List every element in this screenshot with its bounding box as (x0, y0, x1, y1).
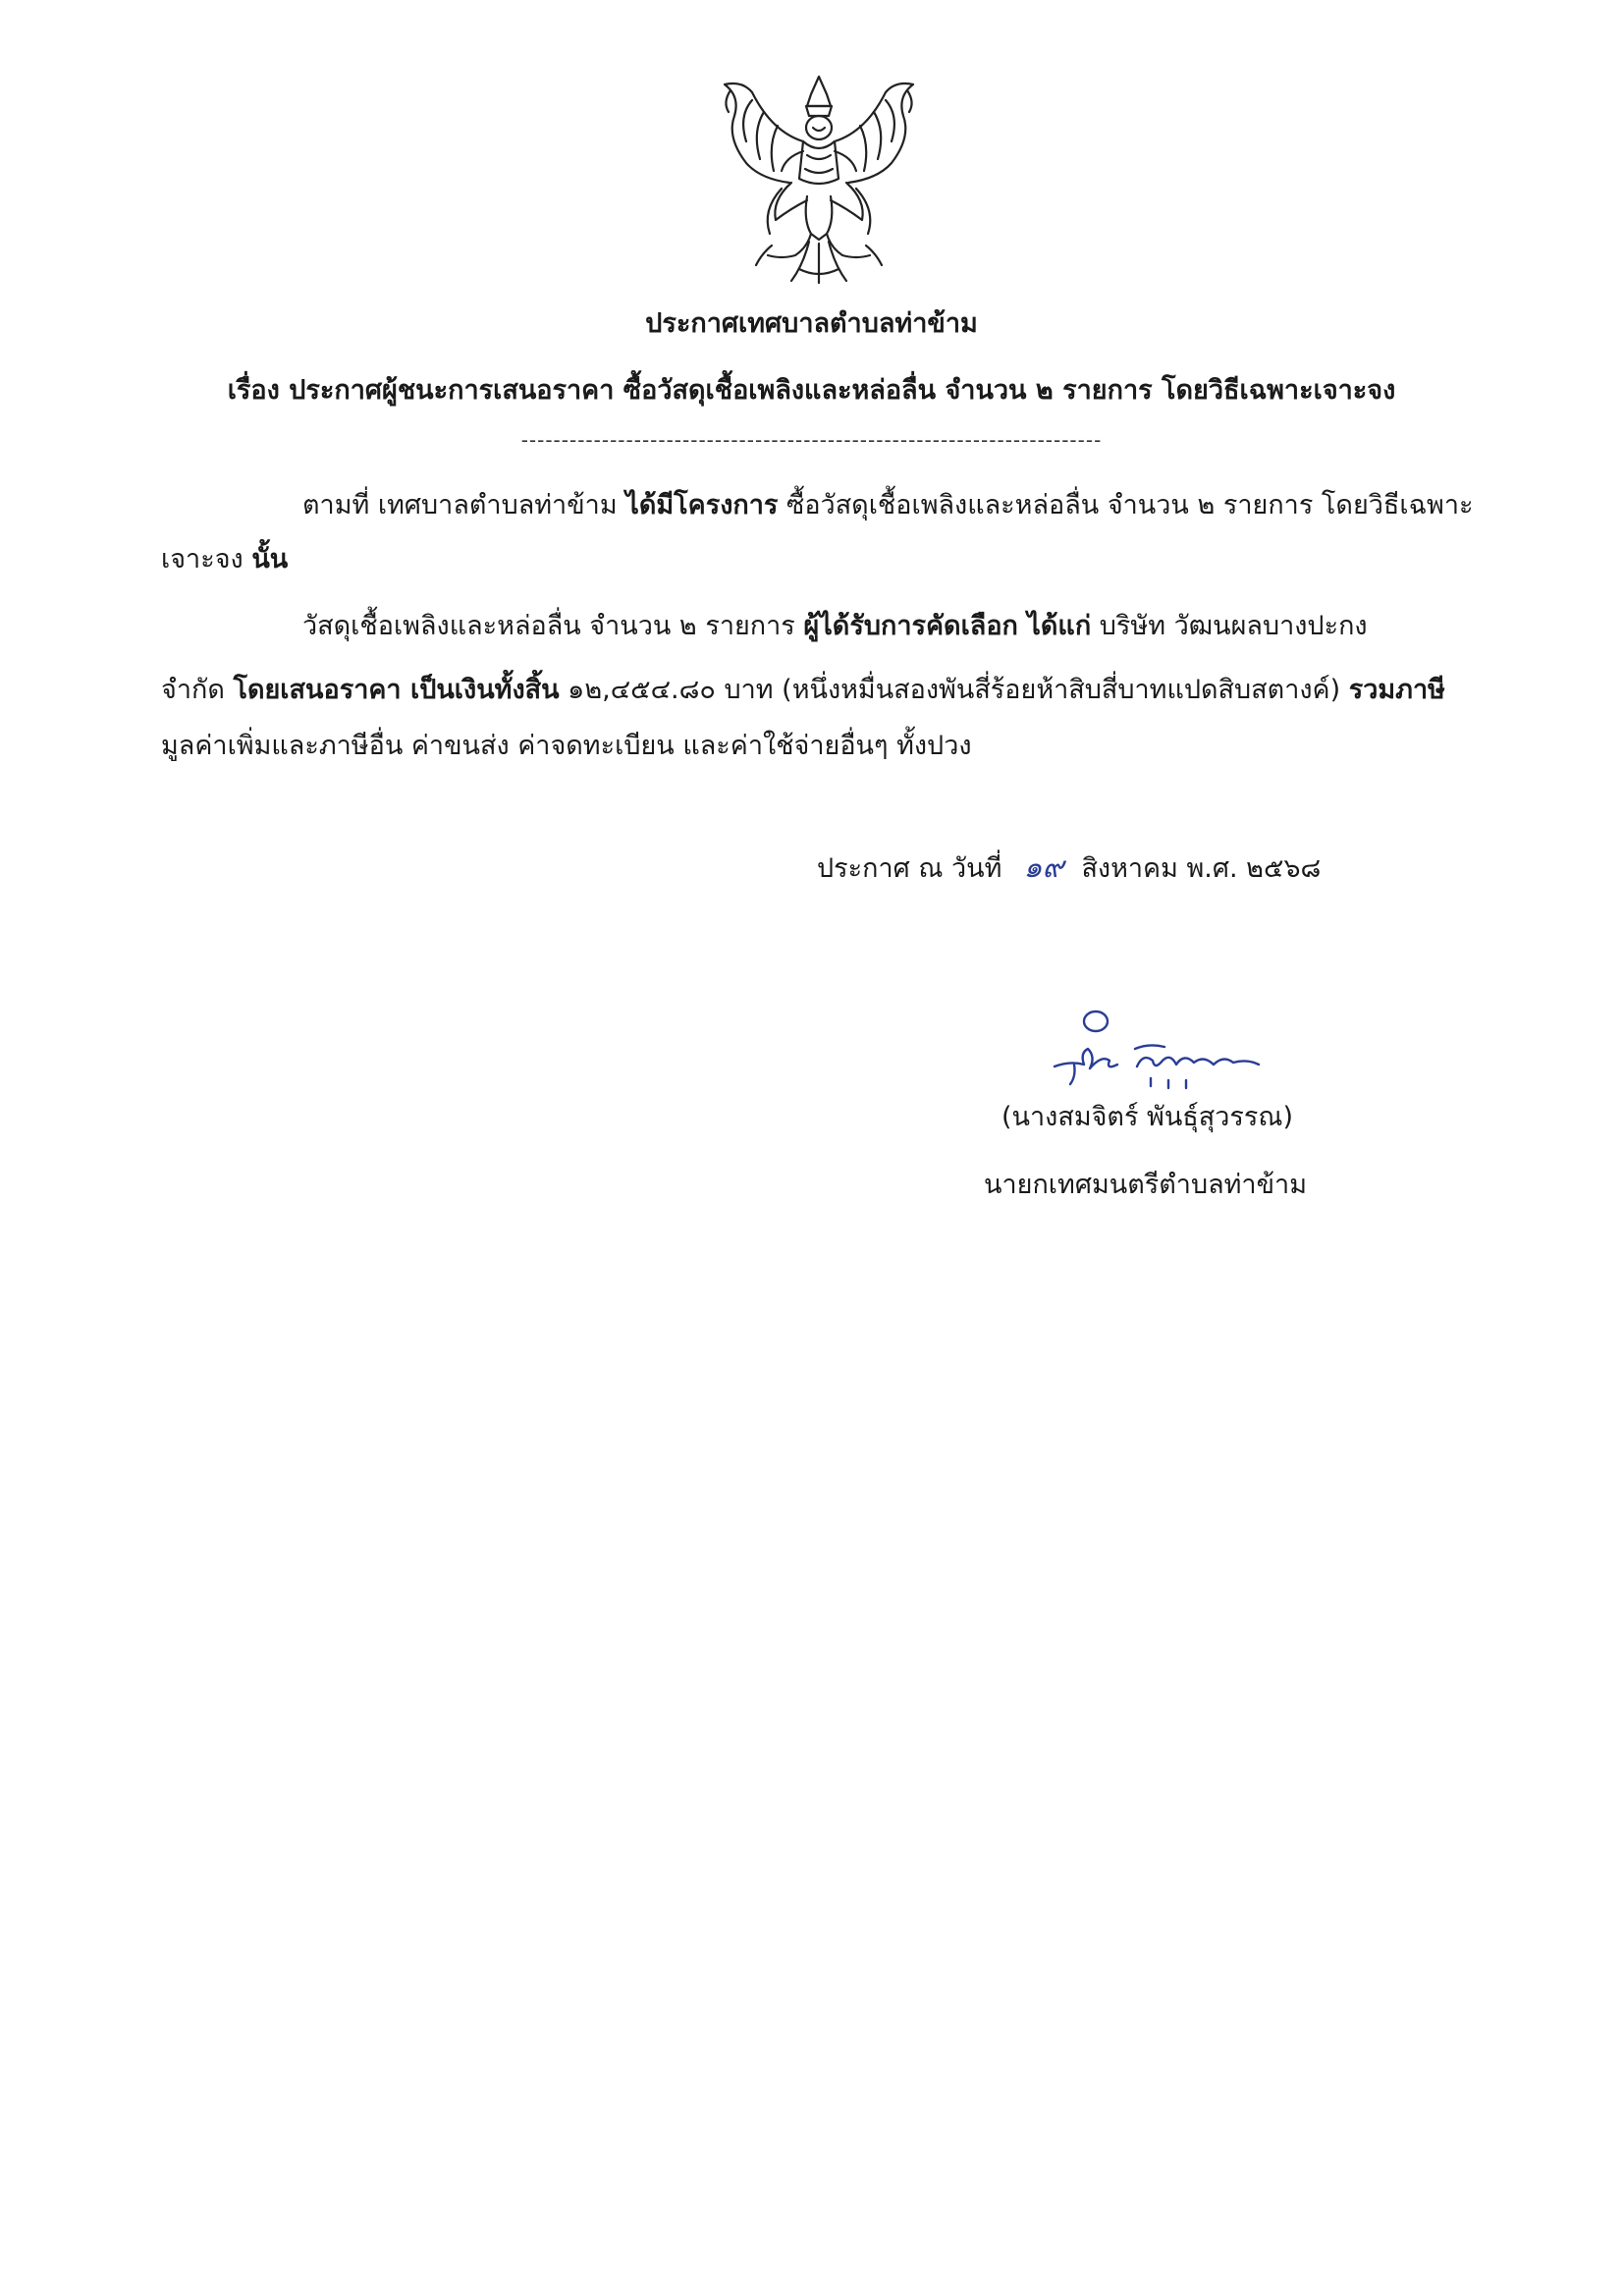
paragraph-1-line-1 (302, 486, 1474, 525)
handwritten-day: ๑๙ (1023, 850, 1064, 885)
p2-l2-d: รวมภาษี (1348, 675, 1445, 705)
p1-l1-b: ได้มีโครงการ (625, 490, 779, 520)
separator-rule: ------------------------------------------------------------------------ (520, 428, 1103, 452)
p1-l2-a: เจาะจง (161, 544, 252, 574)
paragraph-2-line-3: มูลค่าเพิ่มและภาษีอื่น ค่าขนส่ง ค่าจดทะเบียน และค่าใช้จ่ายอื่นๆ ทั้งปวง (161, 731, 972, 761)
subject-prefix: เรื่อง (227, 375, 280, 406)
p2-l2-c: ๑๒,๔๕๔.๘๐ บาท (หนึ่งหมื่นสองพันสี่ร้อยห้าสิบสี่บาทแปดสิบสตางค์) (559, 675, 1349, 705)
signatory-name: (นางสมจิตร์ พันธุ์สุวรรณ) (1001, 1102, 1294, 1132)
subject-text: ประกาศผู้ชนะการเสนอราคา ซื้อวัสดุเชื้อเพลิงและหล่อลื่น จำนวน ๒ รายการ โดยวิธีเฉพาะเจาะจง (289, 375, 1396, 406)
p2-l2-b: โดยเสนอราคา เป็นเงินทั้งสิ้น (233, 675, 560, 705)
announcement-date (817, 848, 1321, 889)
announcement-title: ประกาศเทศบาลตำบลท่าข้าม (645, 308, 978, 339)
p2-l1-b: ผู้ได้รับการคัดเลือก ได้แก่ (803, 611, 1092, 641)
paragraph-2-line-1 (302, 607, 1368, 646)
paragraph-1-line-2 (161, 540, 288, 579)
p2-l1-a: วัสดุเชื้อเพลิงและหล่อลื่น จำนวน ๒ รายการ (302, 611, 804, 641)
p2-l1-c: บริษัท วัฒนผลบางปะกง (1091, 611, 1368, 641)
p1-l2-b: นั้น (251, 544, 289, 574)
date-rest: สิงหาคม พ.ศ. ๒๕๖๘ (1081, 853, 1322, 884)
subject-line (0, 371, 1623, 410)
p2-l2-a: จำกัด (161, 675, 234, 705)
date-prefix: ประกาศ ณ วันที่ (817, 853, 1002, 884)
paragraph-2-line-2 (161, 671, 1445, 710)
garuda-emblem-icon (713, 73, 925, 287)
p1-l1-a: ตามที่ เทศบาลตำบลท่าข้าม (302, 490, 626, 520)
signatory-position: นายกเทศมนตรีตำบลท่าข้าม (984, 1170, 1307, 1200)
p1-l1-c: ซื้อวัสดุเชื้อเพลิงและหล่อลื่น จำนวน ๒ รายการ โดยวิธีเฉพาะ (778, 490, 1474, 520)
